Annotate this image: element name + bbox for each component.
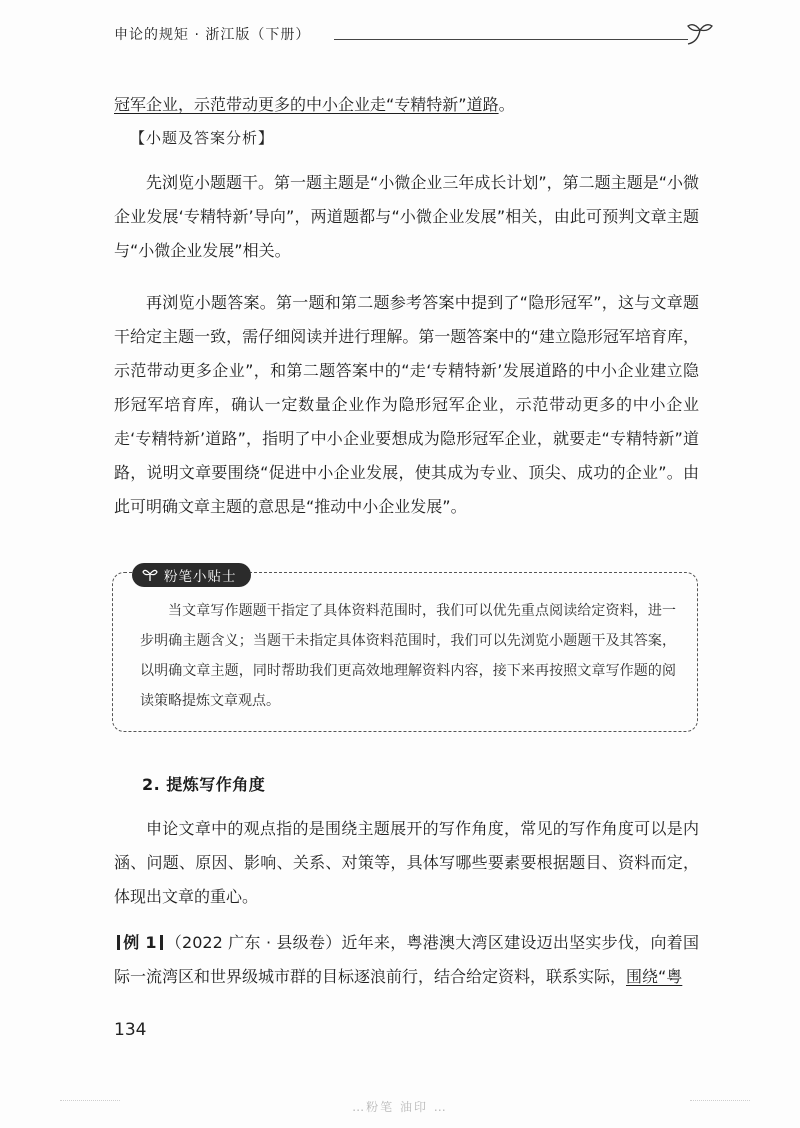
section-title: 2. 提炼写作角度: [142, 775, 266, 794]
section-body: 申论文章中的观点指的是围绕主题展开的写作角度，常见的写作角度可以是内涵、问题、原因、影响、关系、对策等，具体写哪些要素要根据题目、资料而定，体现出文章的重心。: [114, 819, 699, 906]
leaf-icon: [142, 568, 158, 582]
example-bar-right: [160, 935, 163, 950]
tip-text: 当文章写作题题干指定了具体资料范围时，我们可以优先重点阅读给定资料，进一步明确主题含义；当题干未指定具体资料范围时，我们可以先浏览小题题干及其答案，以明确文章主题，同时帮助我们更高效地理解资料内容，接下来再按照文章写作题的阅读策略提炼文章观点。: [140, 603, 676, 709]
intro-line: [114, 88, 699, 122]
example-text: （2022 广东 · 县级卷）近年来，粤港澳大湾区建设迈出坚实步伐，向着国际一流湾区和世界级城市群的目标逐浪前行，结合给定资料，联系实际，: [114, 933, 699, 986]
example-bar-left: [117, 935, 120, 950]
sprout-icon: [684, 20, 714, 48]
example-paragraph: [114, 926, 699, 994]
header-rule: [334, 39, 688, 40]
page-number: 134: [114, 1020, 147, 1040]
example-underlined: 围绕“粤: [626, 967, 683, 986]
footer-watermark: …粉笔 油印 …: [352, 1100, 448, 1114]
header-title: 申论的规矩 · 浙江版（下册）: [114, 27, 311, 43]
subhead-analysis: 【小题及答案分析】: [130, 129, 275, 147]
intro-tail: 。: [498, 95, 515, 114]
paragraph-1: 先浏览小题题干。第一题主题是“小微企业三年成长计划”，第二题主题是“小微企业发展‘专精特新’导向”，两道题都与“小微企业发展”相关，由此可预判文章主题与“小微企业发展”相关。: [114, 173, 699, 260]
running-header: [114, 20, 714, 50]
paragraph-2: 再浏览小题答案。第一题和第二题参考答案中提到了“隐形冠军”，这与文章题干给定主题一致，需仔细阅读并进行理解。第一题答案中的“建立隐形冠军培育库，示范带动更多企业”，和第二题答案中的“走‘专精特新’发展道路的中小企业建立隐形冠军培育库，确认一定数量企业作为隐形冠军企业，示范带动更多的中小企业走‘专精特新’道路”，指明了中小企业要想成为隐形冠军企业，就要走“专精特新”道路，说明文章要围绕“促进中小企业发展，使其成为专业、顶尖、成功的企业”。由此可明确文章主题的意思是“推动中小企业发展”。: [114, 293, 699, 516]
tip-badge-label: 粉笔小贴士: [164, 569, 237, 585]
intro-underlined: 冠军企业，示范带动更多的中小企业走“专精特新”道路: [114, 95, 499, 114]
example-label: 例 1: [123, 933, 157, 952]
tip-badge: [132, 563, 251, 587]
